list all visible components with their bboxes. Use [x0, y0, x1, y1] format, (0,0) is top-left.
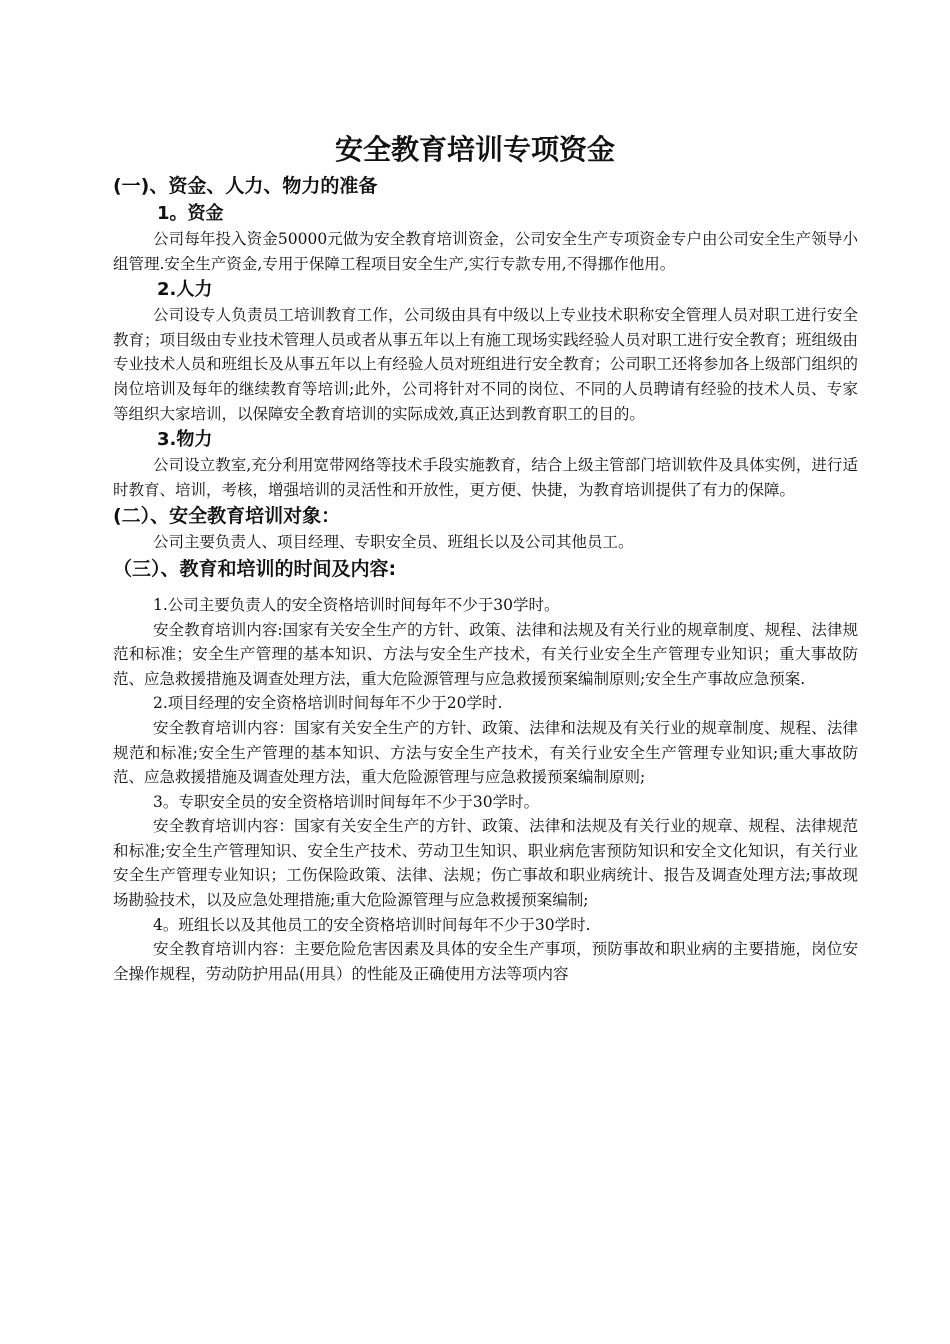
- list-item-principal-hours: 1.公司主要负责人的安全资格培训时间每年不少于30学时。: [153, 595, 560, 614]
- paragraph-resources: 公司设立教室,充分利用宽带网络等技术手段实施教育，结合上级主管部门培训软件及具体实例，进行适时教育、培训，考核，增强培训的灵活性和开放性，更方便、快捷，为教育培训提供了有力的保障。: [113, 456, 858, 499]
- document-title: 安全教育培训专项资金: [334, 133, 615, 166]
- section-heading-time-content: （三）、教育和培训的时间及内容:: [113, 557, 397, 580]
- document-body: [113, 172, 858, 986]
- section-heading-targets: (二）、安全教育培训对象：: [113, 505, 341, 528]
- list-item-safety-officer-hours: 3。专职安全员的安全资格培训时间每年不少于30学时。: [153, 792, 540, 811]
- section-heading-preparation: (一)、资金、人力、物力的准备: [113, 175, 378, 197]
- paragraph-manpower: 公司设专人负责员工培训教育工作，公司级由具有中级以上专业技术职称安全管理人员对职工进行安全教育；项目级由专业技术管理人员或者从事五年以上有施工现场实践经验人员对职工进行安全教育；班组级由专业技术人员和班组长及从事五年以上有经验人员对班组进行安全教育；公司职工还将参加各上级部门组织的岗位培训及每年的继续教育等培训;此外，公司将针对不同的岗位、不同的人员聘请有经验的技术人员、专家等组织大家培训，以保障安全教育培训的实际成效,真正达到教育职工的目的。: [113, 306, 858, 423]
- subsection-heading-manpower: 2.人力: [157, 279, 213, 301]
- list-item-team-leader-hours: 4。班组长以及其他员工的安全资格培训时间每年不少于30学时.: [153, 915, 591, 934]
- paragraph-targets: 公司主要负责人、项目经理、专职安全员、班组长以及公司其他员工。: [153, 533, 634, 552]
- paragraph-team-leader-content: 安全教育培训内容：主要危险危害因素及具体的安全生产事项，预防事故和职业病的主要措施，岗位安全操作规程，劳动防护用品(用具）的性能及正确使用方法等项内容: [113, 940, 858, 983]
- subsection-heading-funds: 1。资金: [157, 203, 224, 224]
- paragraph-funds: 公司每年投入资金50000元做为安全教育培训资金，公司安全生产专项资金专户由公司安全生产领导小组管理.安全生产资金,专用于保障工程项目安全生产,实行专款专用,不得挪作他用。: [113, 230, 858, 273]
- paragraph-manager-content: 安全教育培训内容：国家有关安全生产的方针、政策、法律和法规及有关行业的规章制度、规程、法律规范和标准;安全生产管理的基本知识、方法与安全生产技术，有关行业安全生产管理专业知识;重大事故防范、应急救援措施及调查处理方法，重大危险源管理与应急救援预案编制原则;: [113, 718, 858, 787]
- paragraph-safety-officer-content: 安全教育培训内容：国家有关安全生产的方针、政策、法律和法规及有关行业的规章、规程、法律规范和标准;安全生产管理知识、安全生产技术、劳动卫生知识、职业病危害预防知识和安全文化知识，有关行业安全生产管理专业知识；工伤保险政策、法律、法规；伤亡事故和职业病统计、报告及调查处理方法;事故现场勘验技术，以及应急处理措施;重大危险源管理与应急救援预案编制;: [113, 817, 858, 910]
- spacer: [113, 583, 858, 593]
- list-item-manager-hours: 2.项目经理的安全资格培训时间每年不少于20学时.: [153, 694, 503, 713]
- paragraph-principal-content: 安全教育培训内容:国家有关安全生产的方针、政策、法律和法规及有关行业的规章制度、规程、法律规范和标准；安全生产管理的基本知识、方法与安全生产技术，有关行业安全生产管理专业知识；重大事故防范、应急救援措施及调查处理方法，重大危险源管理与应急救援预案编制原则;安全生产事故应急预案.: [113, 620, 858, 688]
- subsection-heading-resources: 3.物力: [157, 429, 213, 451]
